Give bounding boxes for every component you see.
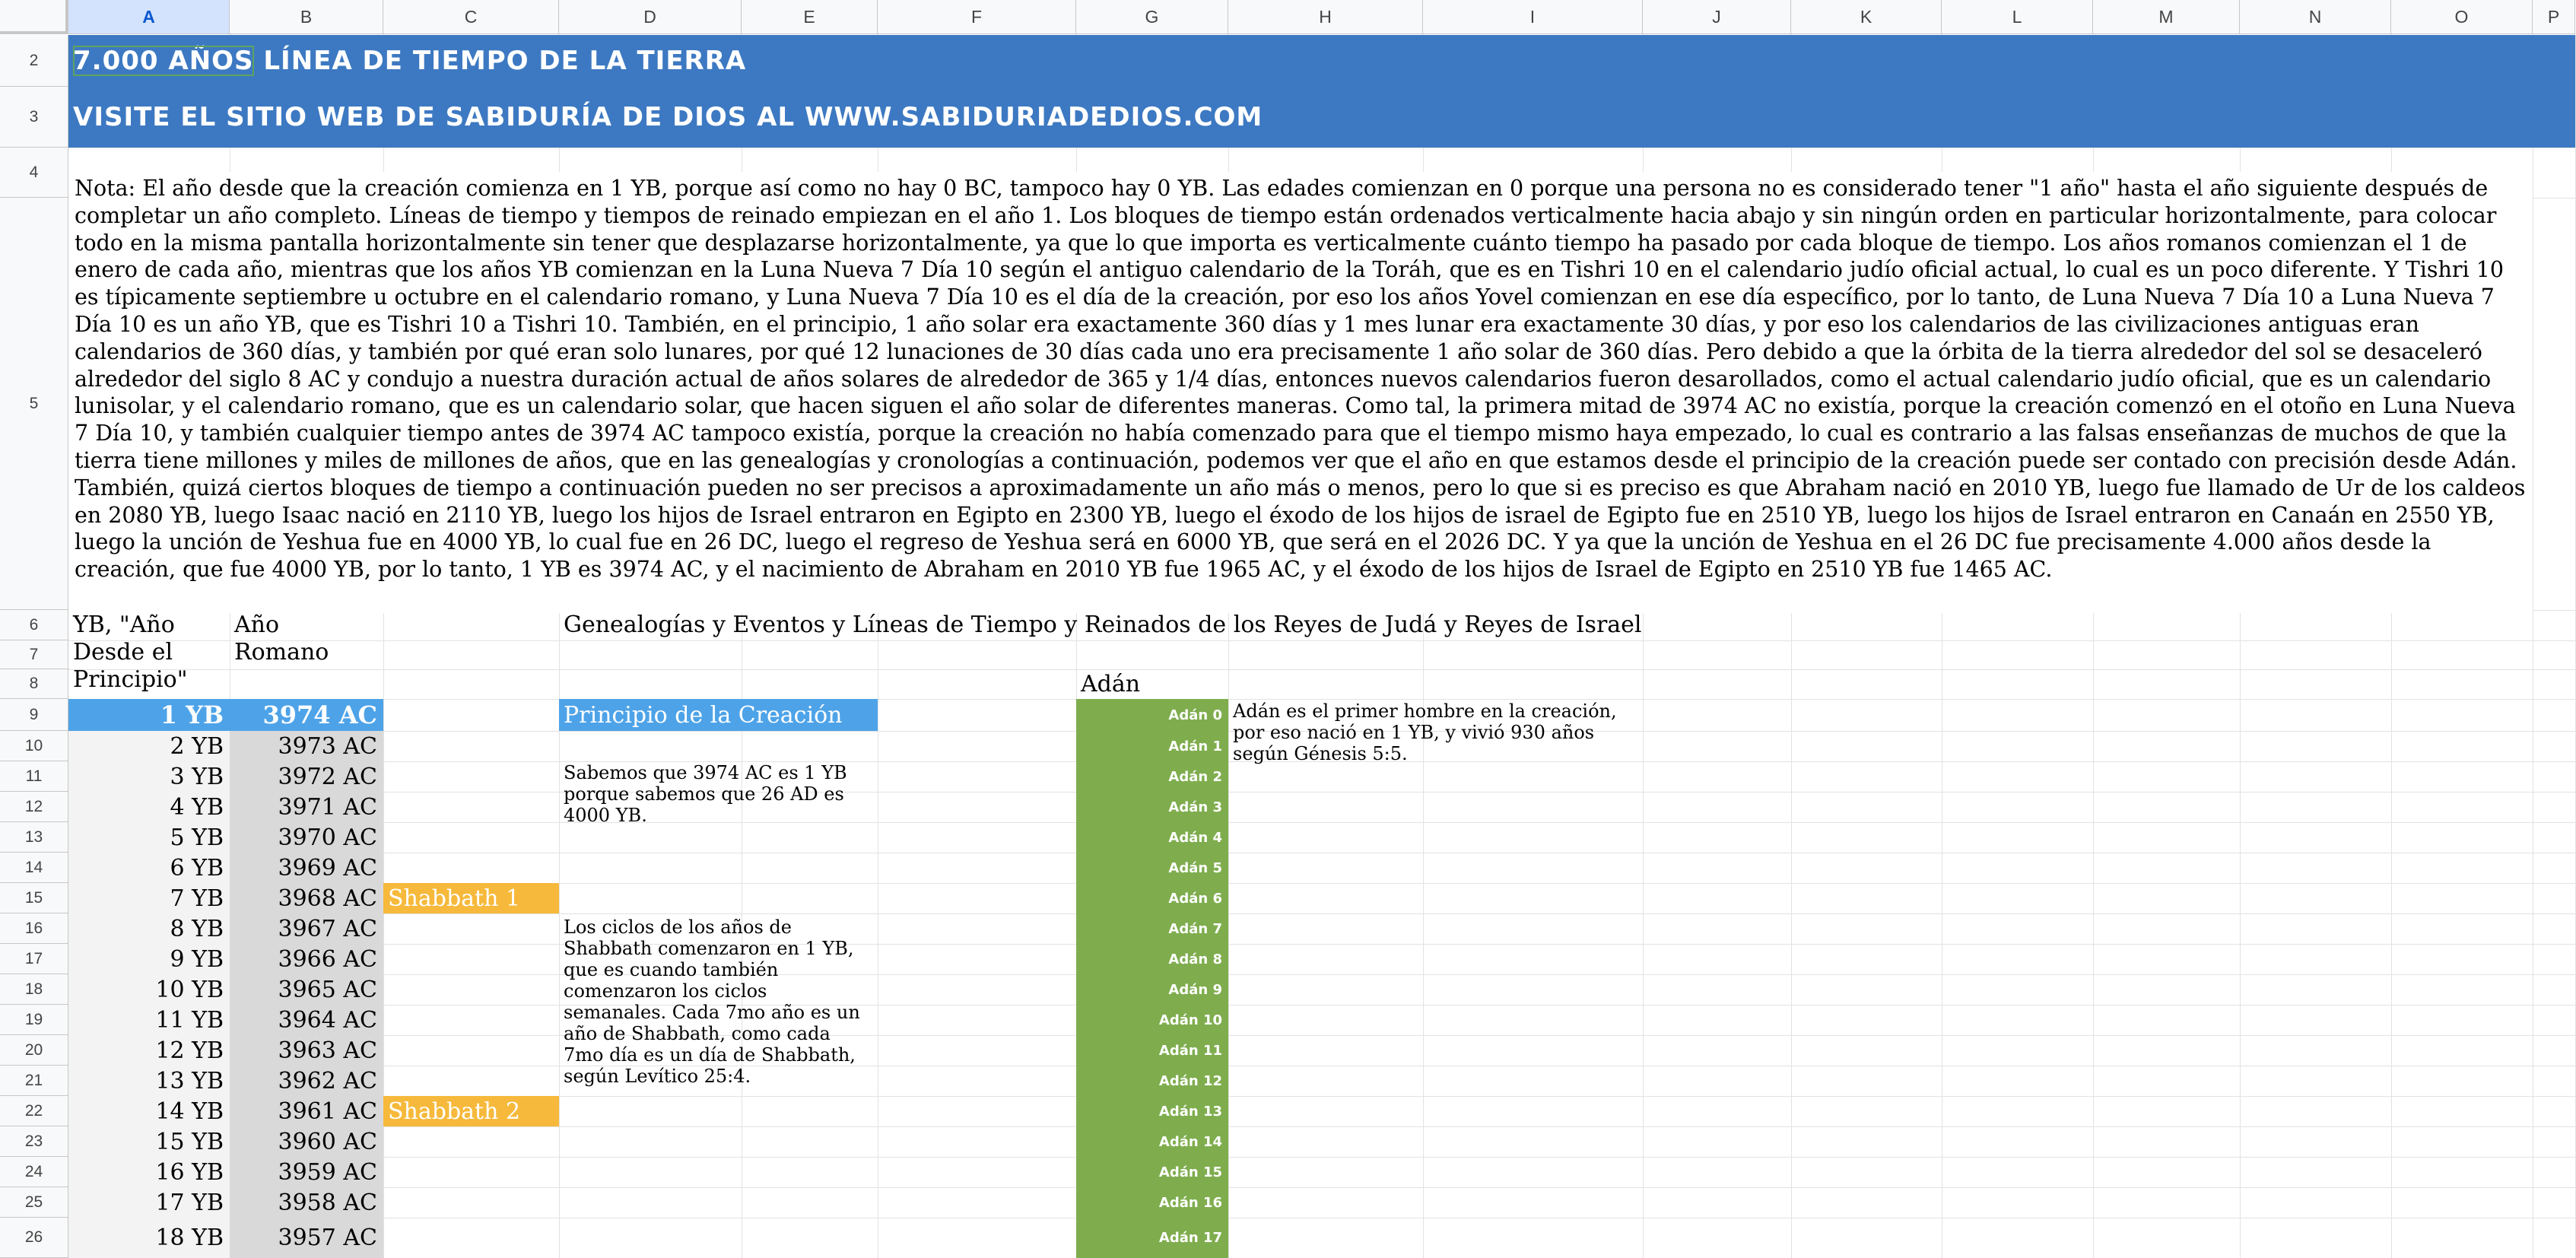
creation-note[interactable]: Sabemos que 3974 AC es 1 YB porque sabemos que 26 AD es 4000 YB. [564, 762, 847, 826]
adam-note[interactable]: Adán es el primer hombre en la creación, por eso nació en 1 YB, y vivió 930 años según Génesis 5:5. [1233, 700, 1617, 764]
adam-age-cell[interactable]: Adán 11 [1076, 1035, 1228, 1066]
adam-age-cell[interactable]: Adán 9 [1076, 974, 1228, 1005]
row-header-8[interactable]: 8 [0, 669, 68, 699]
title-part-rest: LÍNEA DE TIEMPO DE LA TIERRA [253, 46, 747, 76]
shabbath-marker[interactable]: Shabbath 2 [383, 1096, 559, 1126]
row-header-7[interactable]: 7 [0, 640, 68, 669]
yb-year-cell[interactable]: 5 YB [68, 822, 230, 853]
yb-year-cell[interactable]: 3 YB [68, 761, 230, 792]
row-header-21[interactable]: 21 [0, 1066, 68, 1096]
adam-age-cell[interactable]: Adán 10 [1076, 1005, 1228, 1035]
row-header-4[interactable]: 4 [0, 148, 68, 198]
roman-year-cell[interactable]: 3957 AC [230, 1218, 383, 1258]
select-all-corner[interactable] [0, 0, 68, 34]
grid-hline [68, 974, 2575, 975]
column-header-o[interactable]: O [2391, 0, 2533, 34]
adam-age-cell[interactable]: Adán 4 [1076, 822, 1228, 853]
row-header-20[interactable]: 20 [0, 1035, 68, 1066]
roman-year-cell[interactable]: 3966 AC [230, 944, 383, 974]
row-header-11[interactable]: 11 [0, 761, 68, 792]
yb-year-cell[interactable]: 14 YB [68, 1096, 230, 1126]
grid-hline [68, 1035, 2575, 1036]
roman-year-cell[interactable]: 3965 AC [230, 974, 383, 1005]
row-header-9[interactable]: 9 [0, 699, 68, 731]
row-header-26[interactable]: 26 [0, 1218, 68, 1258]
row-header-22[interactable]: 22 [0, 1096, 68, 1126]
adam-age-cell[interactable]: Adán 8 [1076, 944, 1228, 974]
column-header-f[interactable]: F [878, 0, 1076, 34]
roman-year-cell[interactable]: 3958 AC [230, 1187, 383, 1218]
row-header-16[interactable]: 16 [0, 913, 68, 944]
roman-year-cell[interactable]: 3969 AC [230, 853, 383, 883]
row-header-10[interactable]: 10 [0, 731, 68, 761]
title-banner[interactable] [68, 35, 2575, 87]
row-header-2[interactable]: 2 [0, 35, 68, 87]
adam-age-cell[interactable]: Adán 12 [1076, 1066, 1228, 1096]
yb-year-cell[interactable]: 16 YB [68, 1157, 230, 1187]
grid-hline [68, 913, 2575, 914]
adam-age-cell[interactable]: Adán 0 [1076, 699, 1228, 731]
title-part-selected: 7.000 AÑOS [73, 46, 254, 76]
roman-year-cell[interactable]: 3959 AC [230, 1157, 383, 1187]
row-header-15[interactable]: 15 [0, 883, 68, 913]
row-header-14[interactable]: 14 [0, 853, 68, 883]
grid-hline [68, 640, 2575, 641]
row-header-5[interactable]: 5 [0, 198, 68, 610]
header-adam[interactable]: Adán [1081, 671, 1141, 697]
roman-year-cell[interactable]: 3972 AC [230, 761, 383, 792]
row-header-24[interactable]: 24 [0, 1157, 68, 1187]
shabbath-marker[interactable]: Shabbath 1 [383, 883, 559, 913]
header-yb[interactable]: YB, "Año Desde el Principio" [73, 612, 188, 693]
roman-year-cell[interactable]: 3961 AC [230, 1096, 383, 1126]
roman-year-cell[interactable]: 3964 AC [230, 1005, 383, 1035]
yb-year-cell[interactable]: 11 YB [68, 1005, 230, 1035]
column-header-h[interactable]: H [1228, 0, 1423, 34]
adam-age-cell[interactable]: Adán 3 [1076, 792, 1228, 822]
adam-age-cell[interactable]: Adán 16 [1076, 1187, 1228, 1218]
yb-year-cell[interactable]: 15 YB [68, 1126, 230, 1157]
adam-age-cell[interactable]: Adán 17 [1076, 1218, 1228, 1258]
adam-age-cell[interactable]: Adán 6 [1076, 883, 1228, 913]
yb-year-cell[interactable]: 8 YB [68, 913, 230, 944]
grid-hline [68, 1157, 2575, 1158]
grid-hline [68, 822, 2575, 823]
row-header-23[interactable]: 23 [0, 1126, 68, 1157]
roman-year-cell[interactable]: 3962 AC [230, 1066, 383, 1096]
roman-year-cell[interactable]: 3968 AC [230, 883, 383, 913]
column-header-l[interactable]: L [1942, 0, 2093, 34]
column-header-c[interactable]: C [383, 0, 559, 34]
grid-hline [68, 1187, 2575, 1188]
row-header-19[interactable]: 19 [0, 1005, 68, 1035]
yb-year-cell[interactable]: 6 YB [68, 853, 230, 883]
note-cell[interactable]: Nota: El año desde que la creación comienza en 1 YB, porque así como no hay 0 BC, tampoco hay 0 YB. Las edades comienzan en 0 porque una persona no es considerado tener "1 año" hasta el año siguiente después de completar un año completo. Líneas de tiempo y tiempos de reinado empiezan en el año 1. Los bloques de tiempo están ordenados verticalmente hacia abajo y sin ningún orden en particular horizontalmente, para colocar todo en la misma pantalla horizontalmente sin tener que desplazarse horizontalmente, ya que lo que importa es verticalmente cuánto tiempo ha pasado por cada bloque de tiempo. Los años romanos comienzan el 1 de enero de cada año, mientras que los años YB comienzan en la Luna Nueva 7 Día 10 según el antiguo calendario de la Toráh, que es en Tishri 10 en el calendario judío oficial actual, lo cual es un poco diferente. Y Tishri 10 es típicamente septiembre u octubre en el calendario romano, y Luna Nueva 7 Día 10 es el día de la creación, por eso los años Yovel comienzan en ese día específico, por lo tanto, de Luna Nueva 7 Día 10 a Luna Nueva 7 Día 10 es un año YB, que es Tishri 10 a Tishri 10. También, en el principio, 1 año solar era exactamente 360 días y 1 mes lunar era exactamente 30 días, y por eso los calendarios de las civilizaciones antiguas eran calendarios de 360 días, y también por qué eran solo lunares, por qué 12 lunaciones de 30 días cada uno era precisamente 1 año solar de 360 días. Pero debido a que la órbita de la tierra alrededor del sol se desaceleró alrededor del siglo 8 AC y condujo a nuestra duración actual de años solares de alrededor de 365 y 1/4 días, entonces nuevos calendarios fueron desarollados, como el actual calendario judío oficial, que es un calendario lunisolar, y el calendario romano, que es un calendario solar, que hacen siguen el año solar de diferentes maneras. Como tal, la primera mitad de 3974 AC no existía, porque la creación comenzó en el otoño en Luna Nueva 7 Día 10, y también cualquier tiempo antes de 3974 AC tampoco existía, porque la creación no había comenzado para que el tiempo mismo haya empezado, lo cual es contrario a las falsas enseñanzas de muchos de que la tierra tiene millones y miles de millones de años, que en las genealogías y cronologías a continuación, podemos ver que el año en que estamos desde el principio de la creación puede ser contado con precisión desde Adán. También, quizá ciertos bloques de tiempo a continuación pueden no ser precisos a aproximadamente un año más o menos, pero lo que si es preciso es que Abraham nació en 2010 YB, luego fue llamado de Ur de los caldeos en 2080 YB, luego Isaac nació en 2110 YB, luego los hijos de Israel entraron en Egipto en 2300 YB, luego el éxodo de los hijos de israel de Egipto fue en 2510 YB, luego los hijos de Israel entraron en Canaán en 2550 YB, luego la unción de Yeshua fue en 4000 YB, lo cual fue en 26 DC, luego el regreso de Yeshua será en 6000 YB, que será en el 2026 DC. Y ya que la unción de Yeshua en el 26 DC fue precisamente 4.000 años desde la creación, que fue 4000 YB, por lo tanto, 1 YB es 3974 AC, y el nacimiento de Abraham en 2010 YB fue 1965 AC, y el éxodo de los hijos de Israel de Egipto en 2510 YB fue 1465 AC. [68, 172, 2533, 613]
yb-year-cell[interactable]: 13 YB [68, 1066, 230, 1096]
yb-year-cell[interactable]: 17 YB [68, 1187, 230, 1218]
grid-hline [68, 944, 2575, 945]
yb-year-cell[interactable]: 2 YB [68, 731, 230, 761]
column-header-d[interactable]: D [559, 0, 742, 34]
adam-age-cell[interactable]: Adán 2 [1076, 761, 1228, 792]
column-header-e[interactable]: E [742, 0, 878, 34]
creation-title[interactable]: Principio de la Creación [559, 699, 878, 731]
grid-hline [68, 1126, 2575, 1127]
column-header-k[interactable]: K [1791, 0, 1942, 34]
roman-year-cell[interactable]: 3960 AC [230, 1126, 383, 1157]
yb-year-cell[interactable]: 7 YB [68, 883, 230, 913]
roman-year-cell[interactable]: 3970 AC [230, 822, 383, 853]
header-genealogy[interactable]: Genealogías y Eventos y Líneas de Tiempo y Reinados de los Reyes de Judá y Reyes de Israel [564, 612, 1642, 638]
yb-year-cell[interactable]: 18 YB [68, 1218, 230, 1258]
website-text: VISITE EL SITIO WEB DE SABIDURÍA DE DIOS AL WWW.SABIDURIADEDIOS.COM [73, 102, 1263, 132]
shabbath-note[interactable]: Los ciclos de los años de Shabbath comenzaron en 1 YB, que es cuando también comenzaron los ciclos semanales. Cada 7mo año es un año de Shabbath, como cada 7mo día es un día de Shabbath, según Levítico 25:4. [564, 916, 860, 1087]
column-header-i[interactable]: I [1423, 0, 1643, 34]
adam-age-cell[interactable]: Adán 14 [1076, 1126, 1228, 1157]
row-header-18[interactable]: 18 [0, 974, 68, 1005]
row-header-6[interactable]: 6 [0, 610, 68, 640]
column-header-g[interactable]: G [1076, 0, 1228, 34]
column-header-p[interactable]: P [2533, 0, 2575, 34]
row-header-3[interactable]: 3 [0, 87, 68, 148]
yb-year-cell[interactable]: 12 YB [68, 1035, 230, 1066]
column-header-n[interactable]: N [2240, 0, 2391, 34]
roman-year-cell[interactable]: 3963 AC [230, 1035, 383, 1066]
yb-year-cell[interactable]: 4 YB [68, 792, 230, 822]
adam-age-cell[interactable]: Adán 15 [1076, 1157, 1228, 1187]
header-roman[interactable]: Año Romano [234, 612, 329, 666]
column-header-j[interactable]: J [1643, 0, 1791, 34]
adam-age-cell[interactable]: Adán 1 [1076, 731, 1228, 761]
roman-year-cell[interactable]: 3973 AC [230, 731, 383, 761]
roman-year-cell[interactable]: 3974 AC [230, 699, 383, 731]
column-header-m[interactable]: M [2093, 0, 2240, 34]
column-header-b[interactable]: B [230, 0, 383, 34]
row-header-17[interactable]: 17 [0, 944, 68, 974]
yb-year-cell[interactable]: 1 YB [68, 699, 230, 731]
column-header-a[interactable]: A [68, 0, 230, 34]
roman-year-cell[interactable]: 3967 AC [230, 913, 383, 944]
yb-year-cell[interactable]: 10 YB [68, 974, 230, 1005]
adam-age-cell[interactable]: Adán 5 [1076, 853, 1228, 883]
adam-age-cell[interactable]: Adán 7 [1076, 913, 1228, 944]
row-header-25[interactable]: 25 [0, 1187, 68, 1218]
yb-year-cell[interactable]: 9 YB [68, 944, 230, 974]
adam-age-cell[interactable]: Adán 13 [1076, 1096, 1228, 1126]
row-header-13[interactable]: 13 [0, 822, 68, 853]
roman-year-cell[interactable]: 3971 AC [230, 792, 383, 822]
row-header-12[interactable]: 12 [0, 792, 68, 822]
website-banner[interactable] [68, 87, 2575, 148]
grid-hline [68, 669, 2575, 670]
